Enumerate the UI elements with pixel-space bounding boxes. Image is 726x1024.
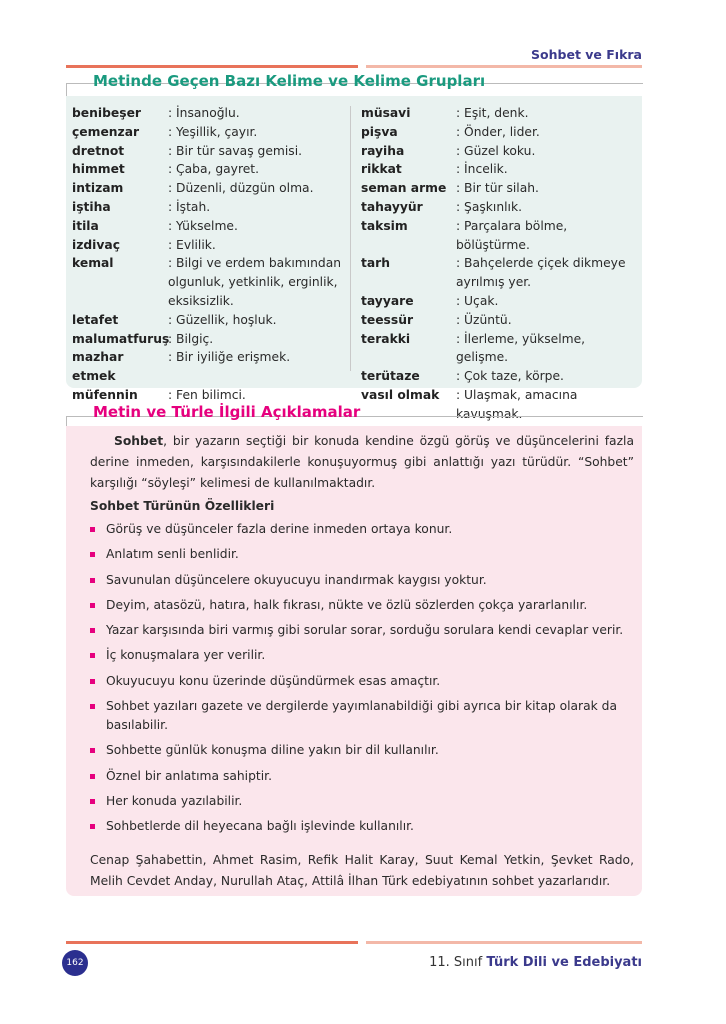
book-name: Türk Dili ve Edebiyatı [486, 955, 642, 970]
glossary-term: itila [72, 218, 99, 233]
glossary-definition: : İncelik. [456, 162, 508, 177]
glossary-definition: : Parçalara bölme, bölüştürme. [456, 218, 568, 252]
glossary-definition: : Ulaşmak, amacına kavuşmak. [456, 387, 578, 421]
glossary-term: malumatfuruş [72, 331, 170, 346]
footer-rule [366, 941, 642, 944]
feature-text: Sohbet yazıları gazete ve dergilerde yayımlanabildiği gibi ayrıca bir kitap olarak da basılabilir. [106, 699, 618, 733]
glossary-entry [72, 217, 342, 236]
glossary-entry [72, 330, 342, 349]
glossary-entry [361, 179, 637, 198]
glossary-entry [361, 292, 637, 311]
glossary-entry [72, 123, 342, 142]
glossary-entry [72, 198, 342, 217]
bullet-icon [90, 628, 95, 633]
feature-text: Sohbette günlük konuşma diline yakın bir dil kullanılır. [106, 743, 439, 758]
bullet-icon [90, 603, 95, 608]
glossary-entry [72, 348, 342, 386]
glossary-definition: : İştah. [168, 199, 211, 214]
column-divider [350, 106, 351, 371]
glossary-entry [361, 142, 637, 161]
features-list [90, 520, 634, 843]
glossary-entry [361, 123, 637, 142]
glossary-entry [72, 104, 342, 123]
glossary-definition: : Önder, lider. [456, 124, 540, 139]
glossary-term: teessür [361, 312, 414, 327]
glossary-entry [72, 254, 342, 310]
feature-item [90, 621, 634, 640]
glossary-entry [361, 198, 637, 217]
feature-text: İç konuşmalara yer verilir. [106, 648, 266, 663]
bullet-icon [90, 552, 95, 557]
feature-item [90, 596, 634, 615]
glossary-entry [72, 311, 342, 330]
header-rule [366, 65, 642, 68]
closing-paragraph: Cenap Şahabettin, Ahmet Rasim, Refik Halit Karay, Suut Kemal Yetkin, Şevket Rado, Melih Cevdet Anday, Nurullah Ataç, Attilâ İlhan Türk edebiyatının sohbet yazarlarıdır. [90, 853, 634, 888]
glossary-definition: : Güzel koku. [456, 143, 536, 158]
glossary-definition: : Bir iyiliğe erişmek. [168, 350, 291, 365]
feature-item [90, 520, 634, 539]
glossary-definition: : Bilgiç. [168, 331, 214, 346]
grade-label: 11. Sınıf [429, 955, 483, 970]
glossary-term: tarh [361, 256, 390, 271]
glossary-entry [361, 254, 637, 292]
feature-text: Öznel bir anlatıma sahiptir. [106, 768, 272, 783]
chapter-title: Sohbet ve Fıkra [531, 47, 642, 62]
bullet-icon [90, 774, 95, 779]
glossary-definition: : Yeşillik, çayır. [168, 124, 258, 139]
feature-text: Deyim, atasözü, hatıra, halk fıkrası, nükte ve özlü sözlerden çokça yararlanılır. [106, 597, 588, 612]
feature-text: Her konuda yazılabilir. [106, 793, 243, 808]
glossary-term: vasıl olmak [361, 387, 440, 402]
feature-item [90, 817, 634, 836]
feature-item [90, 697, 634, 735]
bullet-icon [90, 799, 95, 804]
glossary-entry [72, 179, 342, 198]
bullet-icon [90, 704, 95, 709]
feature-text: Okuyucuyu konu üzerinde düşündürmek esas amaçtır. [106, 673, 441, 688]
info-title: Metin ve Türle İlgili Açıklamalar [93, 403, 361, 421]
feature-item [90, 545, 634, 564]
glossary-entry [72, 160, 342, 179]
glossary-term: müfennin [72, 387, 138, 402]
glossary-definition: : Bir tür silah. [456, 181, 539, 196]
glossary-definition: : Fen bilimci. [168, 387, 246, 402]
bullet-icon [90, 653, 95, 658]
glossary-definition: : Evlilik. [168, 237, 216, 252]
feature-item [90, 741, 634, 760]
bullet-icon [90, 748, 95, 753]
intro-text: , bir yazarın seçtiği bir konuda kendine özgü görüş ve düşüncelerini fazla derine inmeden, karşısındakilerle konuşuyormuş gibi anlattığı yazı türüdür. “Sohbet” karşılığı “söyleşi” kelimesi de kullanılmaktadır. [90, 434, 634, 490]
glossary-term: müsavi [361, 106, 411, 120]
glossary-term: tayyare [361, 293, 414, 308]
page-number: 162 [62, 950, 88, 976]
glossary-right-column [361, 104, 637, 424]
glossary-definition: : Yükselme. [168, 218, 238, 233]
glossary-definition: : İnsanoğlu. [168, 106, 240, 120]
glossary-entry [361, 104, 637, 123]
feature-item [90, 646, 634, 665]
glossary-term: kemal [72, 256, 114, 271]
footer-rule [66, 941, 358, 944]
glossary-definition: : Güzellik, hoşluk. [168, 312, 277, 327]
glossary-entry [361, 330, 637, 368]
glossary-entry [361, 160, 637, 179]
glossary-definition: : Üzüntü. [456, 312, 512, 327]
glossary-term: taksim [361, 218, 408, 233]
feature-text: Görüş ve düşünceler fazla derine inmeden ortaya konur. [106, 522, 453, 536]
feature-text: Savunulan düşüncelere okuyucuyu inandırmak kaygısı yoktur. [106, 572, 487, 587]
glossary-term: pişva [361, 124, 398, 139]
bullet-icon [90, 527, 95, 532]
glossary-definition: : Çok taze, körpe. [456, 369, 564, 384]
glossary-term: letafet [72, 312, 119, 327]
glossary-term: rayiha [361, 143, 405, 158]
feature-text: Yazar karşısında biri varmış gibi sorular sorar, sorduğu sorulara kendi cevaplar verir. [106, 623, 624, 638]
intro-paragraph [90, 431, 634, 494]
glossary-definition: : Eşit, denk. [456, 106, 529, 120]
glossary-left-column [72, 104, 342, 405]
glossary-term: terütaze [361, 369, 420, 384]
bullet-icon [90, 679, 95, 684]
glossary-term: himmet [72, 162, 125, 177]
feature-item [90, 672, 634, 691]
glossary-definition: : İlerleme, yükselme, gelişme. [456, 331, 586, 365]
bullet-icon [90, 824, 95, 829]
glossary-entry [361, 367, 637, 386]
glossary-term: intizam [72, 181, 124, 196]
glossary-term: terakki [361, 331, 411, 346]
glossary-term: iştiha [72, 199, 111, 214]
glossary-definition: : Bilgi ve erdem bakımından olgunluk, yetkinlik, erginlik, eksiksizlik. [168, 256, 342, 308]
glossary-definition: : Bir tür savaş gemisi. [168, 143, 303, 158]
glossary-term: benibeşer [72, 106, 141, 120]
glossary-definition: : Bahçelerde çiçek dikmeye ayrılmış yer. [456, 256, 626, 290]
glossary-title: Metinde Geçen Bazı Kelime ve Kelime Grupları [93, 72, 486, 90]
glossary-term: çemenzar [72, 124, 140, 139]
book-title [429, 955, 642, 970]
glossary-term: mazhar etmek [72, 350, 124, 384]
feature-item [90, 571, 634, 590]
glossary-definition: : Çaba, gayret. [168, 162, 260, 177]
glossary-definition: : Şaşkınlık. [456, 199, 522, 214]
glossary-term: izdivaç [72, 237, 120, 252]
info-box [66, 426, 642, 896]
feature-text: Anlatım senli benlidir. [106, 547, 239, 562]
feature-item [90, 792, 634, 811]
glossary-definition: : Düzenli, düzgün olma. [168, 181, 314, 196]
glossary-term: seman arme [361, 181, 447, 196]
glossary-entry [72, 386, 342, 405]
feature-text: Sohbetlerde dil heyecana bağlı işlevinde kullanılır. [106, 819, 414, 834]
glossary-term: tahayyür [361, 199, 423, 214]
intro-term: Sohbet [114, 434, 164, 448]
feature-item [90, 767, 634, 786]
glossary-term: dretnot [72, 143, 125, 158]
glossary-entry [72, 142, 342, 161]
glossary-entry [361, 217, 637, 255]
glossary-entry [72, 236, 342, 255]
features-heading: Sohbet Türünün Özellikleri [90, 499, 275, 513]
header-rule [66, 65, 358, 68]
glossary-definition: : Uçak. [456, 293, 499, 308]
bullet-icon [90, 578, 95, 583]
glossary-entry [361, 311, 637, 330]
glossary-term: rikkat [361, 162, 402, 177]
